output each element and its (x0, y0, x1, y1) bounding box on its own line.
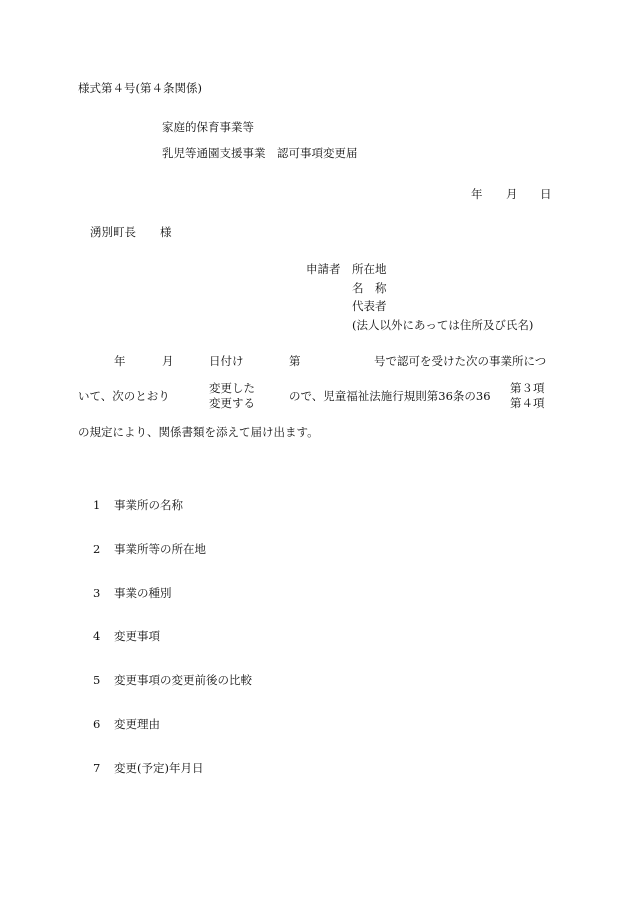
item-number: 3 (93, 586, 101, 600)
item-label-change-date: 変更(予定)年月日 (114, 761, 204, 775)
form-number: 様式第４号(第４条関係) (78, 81, 202, 95)
date-month-label: 月 (506, 187, 518, 201)
item-label-location: 事業所等の所在地 (114, 542, 206, 556)
item-label-reason: 変更理由 (114, 717, 160, 731)
paragraph-option-4: 第４項 (510, 396, 545, 410)
addressee-name: 湧別町長 (90, 225, 136, 239)
body-number-prefix: 第 (289, 354, 301, 368)
item-number: 6 (93, 717, 101, 731)
item-label-business-name: 事業所の名称 (114, 498, 183, 512)
applicant-address-label: 所在地 (352, 262, 387, 276)
body-row2-start: いて、次のとおり (78, 389, 170, 403)
item-number: 1 (93, 498, 101, 512)
paragraph-option-3: 第３項 (510, 381, 545, 395)
item-number: 5 (93, 673, 101, 687)
item-label-change-items: 変更事項 (114, 629, 160, 643)
item-number: 7 (93, 761, 101, 775)
date-year-label: 年 (471, 187, 483, 201)
form-title-line1: 家庭的保育事業等 (162, 120, 254, 134)
form-title-line2: 乳児等通園支援事業 認可事項変更届 (162, 146, 358, 160)
body-row2-middle: ので、児童福祉法施行規則第36条の36 (289, 389, 491, 403)
body-row1-rest: 号で認可を受けた次の事業所につ (374, 354, 547, 368)
applicant-label: 申請者 (306, 262, 341, 276)
item-label-business-type: 事業の種別 (114, 586, 172, 600)
date-day-label: 日 (540, 187, 552, 201)
applicant-representative-label: 代表者 (352, 299, 387, 313)
body-year-label: 年 (114, 354, 126, 368)
change-option-planned: 変更する (209, 396, 255, 410)
body-row3: の規定により、関係書類を添えて届け出ます。 (78, 425, 319, 439)
item-number: 2 (93, 542, 101, 556)
addressee-honorific: 様 (160, 225, 172, 239)
applicant-note: (法人以外にあっては住所及び氏名) (352, 318, 534, 332)
body-month-label: 月 (162, 354, 174, 368)
item-label-comparison: 変更事項の変更前後の比較 (114, 673, 252, 687)
applicant-name-label: 名 称 (352, 281, 387, 295)
item-number: 4 (93, 629, 101, 643)
change-option-done: 変更した (209, 381, 255, 395)
body-dated-label: 日付け (209, 354, 244, 368)
